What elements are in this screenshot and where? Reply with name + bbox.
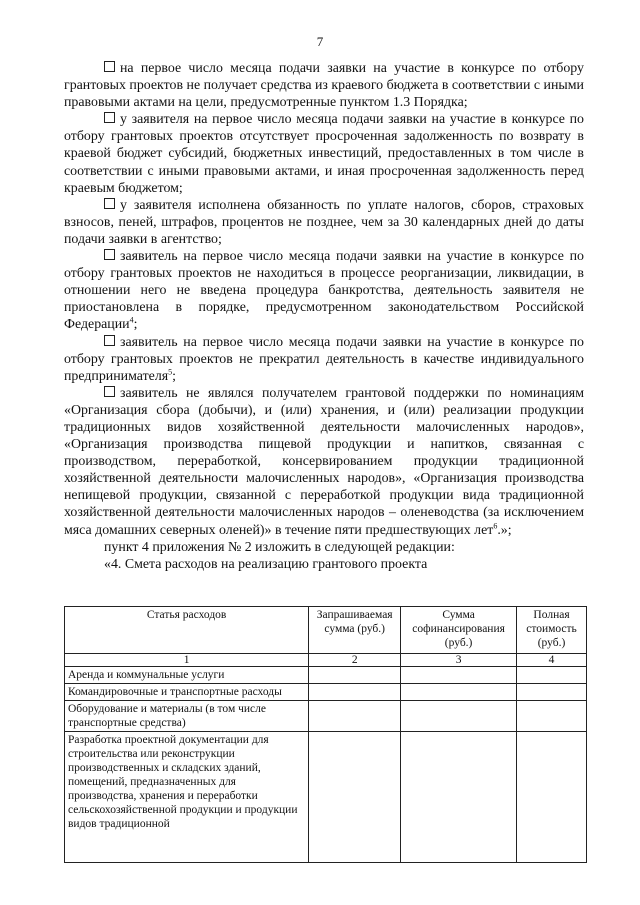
footnote-ref: 5 — [168, 367, 173, 377]
paragraph-4: заявитель на первое число месяца подачи заявки на участие в конкурсе по отбору грантовых проектов не находиться в процессе реорганизации, ликвидации, в отношении него не введена процедура банкротства, деятельность заявителя не приостановлена в порядке, предусмотренном законодательством Российской Федерации$^4$; — [64, 249, 584, 333]
empty-cell — [401, 684, 517, 701]
empty-cell — [309, 732, 401, 863]
empty-cell — [517, 732, 587, 863]
paragraph-2: у заявителя на первое число месяца подачи заявки на участие в конкурсе по отбору грантовых проектов отсутствует просроченная задолженность по возврату в краевой бюджет субсидий, бюджетных инвестиций, предоставленных в том числе в соответствии с иными правовыми актами, и иная просроченная задолженность перед краевым бюджетом; — [64, 112, 584, 196]
empty-cell — [517, 684, 587, 701]
paragraph-5: заявитель на первое число месяца подачи заявки на участие в конкурсе по отбору грантовых проектов не прекратил деятельность в качестве индивидуального предпринимателя$^5$; — [64, 334, 584, 384]
header-cofinancing: Сумма софинансирования (руб.) — [401, 607, 517, 654]
empty-cell — [517, 667, 587, 684]
empty-cell — [401, 732, 517, 863]
table-row: Аренда и коммунальные услуги — [65, 667, 587, 684]
paragraph-7: пункт 4 приложения № 2 изложить в следующей редакции: — [104, 539, 455, 555]
footnote-ref: 6 — [493, 520, 498, 530]
empty-cell — [517, 701, 587, 732]
column-number-row: 1 2 3 4 — [65, 654, 587, 667]
checkbox-icon — [104, 198, 115, 209]
empty-cell — [309, 667, 401, 684]
table-row: Командировочные и транспортные расходы — [65, 684, 587, 701]
empty-cell — [401, 667, 517, 684]
checkbox-icon — [104, 386, 115, 397]
table-row: Оборудование и материалы (в том числе транспортные средства) — [65, 701, 587, 732]
table-row: Разработка проектной документации для строительства или реконструкции производственных и складских зданий, помещений, предназначенных для производства, хранения и переработки сельскохозяйственной продукции и продукции видов традиционной — [65, 732, 587, 863]
page-number: 7 — [316, 34, 324, 49]
body-text — [64, 60, 584, 573]
paragraph-3: у заявителя исполнена обязанность по уплате налогов, сборов, страховых взносов, пеней, штрафов, процентов не позднее, чем за 30 календарных дней до даты подачи заявки в агентство; — [64, 197, 584, 247]
checkbox-icon — [104, 249, 115, 260]
checkbox-icon — [104, 335, 115, 346]
footnote-ref: 4 — [129, 315, 134, 325]
table-title: «4. Смета расходов на реализацию грантового проекта — [104, 556, 428, 572]
header-requested-amount: Запрашиваемая сумма (руб.) — [309, 607, 401, 654]
table-header-row — [65, 607, 587, 654]
header-expense-item: Статья расходов — [65, 607, 309, 654]
checkbox-icon — [104, 61, 115, 72]
empty-cell — [309, 684, 401, 701]
paragraph-1: на первое число месяца подачи заявки на участие в конкурсе по отбору грантовых проектов не получает средства из краевого бюджета в соответствии с иными правовыми актами на цели, предусмотренные пунктом 1.3 Порядка; — [64, 61, 584, 111]
header-total-cost: Полная стоимость (руб.) — [517, 607, 587, 654]
paragraph-6: заявитель не являлся получателем грантовой поддержки по номинациям «Организация сбора (добычи), и (или) хранения, и (или) реализации продукции традиционных видов хозяйственной деятельности малочисленных народов», «Организация производства пищевой продукции и напитков, связанная с производством, переработкой, консервированием продукции традиционной хозяйственной деятельности малочисленных народов», «Организация производства непищевой продукции, связанной с переработкой продукции вида традиционной хозяйственной деятельности малочисленных народов – оленеводства (за исключением мяса домашних северных оленей)» в течение пяти предшествующих лет$^6$.»; — [64, 385, 584, 538]
budget-table — [64, 606, 587, 863]
empty-cell — [401, 701, 517, 732]
empty-cell — [309, 701, 401, 732]
checkbox-icon — [104, 112, 115, 123]
